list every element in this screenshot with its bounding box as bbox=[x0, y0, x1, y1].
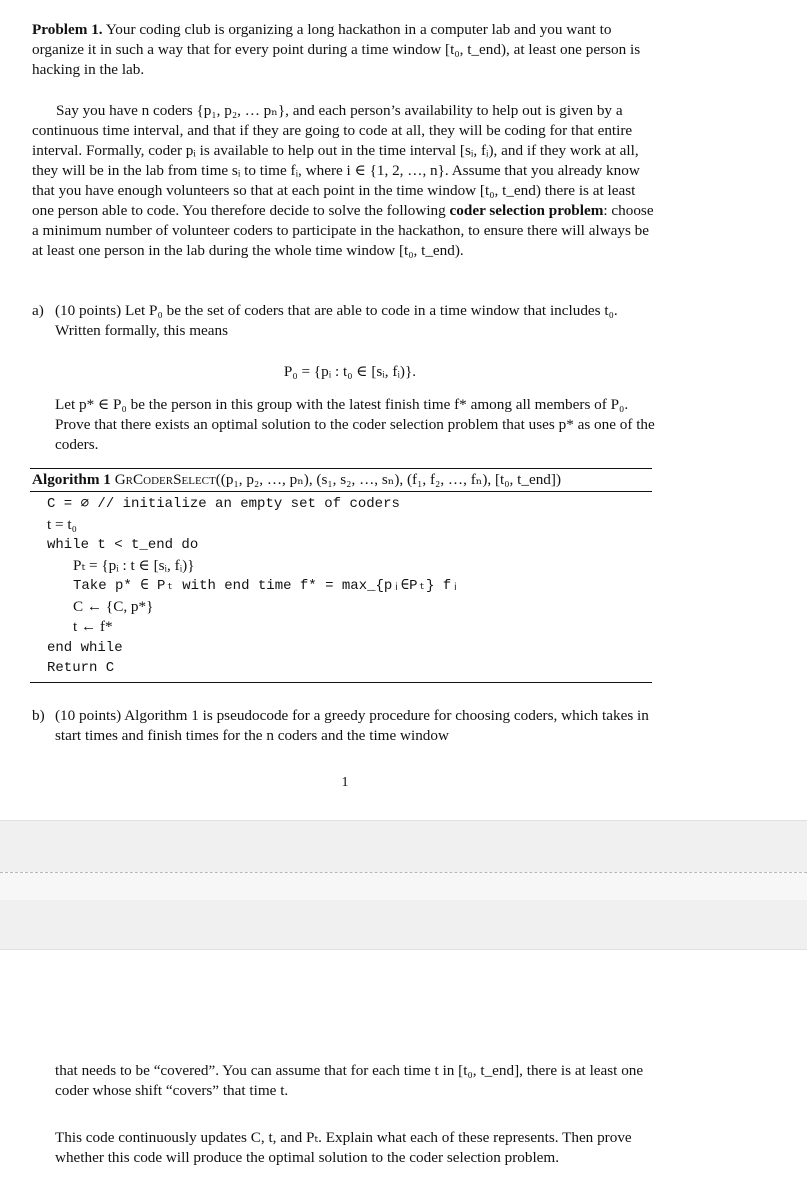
alg-line-1: C = ∅ // initialize an empty set of coders bbox=[47, 496, 400, 512]
part-b-continued-text: that needs to be “covered”. You can assume that for each time t in [t₀, t_end], there is at least one coder whose shift “covers” that time t. bbox=[55, 1062, 644, 1099]
alg-line-2: t = t₀ bbox=[47, 515, 77, 533]
part-a-label: a) bbox=[32, 302, 44, 319]
part-b-continued bbox=[55, 1061, 657, 1101]
alg-line-7: t ← f* bbox=[73, 618, 113, 635]
alg-line-4: Pₜ = {pᵢ : t ∈ [sᵢ, fᵢ)} bbox=[73, 556, 195, 574]
part-a-text: (10 points) Let P₀ be the set of coders that are able to code in a time window that includes t₀. Written formally, this means bbox=[55, 302, 618, 339]
page-gap-top bbox=[0, 820, 807, 872]
part-a bbox=[32, 301, 657, 341]
alg-line-6: C ← {C, p*} bbox=[73, 597, 154, 615]
algorithm-header bbox=[30, 468, 652, 492]
problem-heading: Problem 1. bbox=[32, 21, 103, 38]
part-b-text: (10 points) Algorithm 1 is pseudocode for a greedy procedure for choosing coders, which takes in start times and finish times for the n coders and the time window bbox=[55, 707, 649, 744]
algorithm-1 bbox=[30, 468, 652, 683]
algorithm-args: ((p₁, p₂, …, pₙ), (s₁, s₂, …, sₙ), (f₁, f₂, …, fₙ), [t₀, t_end]) bbox=[215, 471, 562, 488]
algorithm-body bbox=[30, 492, 652, 683]
para2-start: Say you have n coders {p₁, p₂, … pₙ}, and each person’s availability to help out is given by a continuous time interval, and that if they are going to code at all, they will be coding for that entire interval. Formally, coder pᵢ is available to help out in the time interval [sᵢ, fᵢ), and if they work at all, they will be in the lab from time sᵢ to time fᵢ, where i ∈ {1, 2, …, n}. Assume that you already know that you have enough volunteers so that at each point in the time window [t₀, t_end) there is at least one person able to code. You therefore decide to solve the following bbox=[32, 102, 640, 219]
alg-line-8: end while bbox=[47, 639, 123, 656]
part-b-label: b) bbox=[32, 707, 45, 724]
page-gap-bottom bbox=[0, 900, 807, 950]
page-number: 1 bbox=[341, 775, 349, 790]
problem-intro bbox=[32, 20, 657, 80]
part-b bbox=[32, 706, 657, 746]
algorithm-name: GrCoderSelect bbox=[114, 471, 216, 488]
part-a-continued bbox=[32, 395, 657, 455]
alg-line-9: Return C bbox=[47, 660, 115, 676]
part-b-question bbox=[55, 1128, 657, 1168]
part-b-question-text: This code continuously updates C, t, and Pₜ. Explain what each of these represents. Then prove whether this code will produce the optimal solution to the coder selection problem. bbox=[55, 1129, 632, 1166]
problem-paragraph bbox=[32, 101, 657, 261]
p0-equation: P₀ = {pᵢ : t₀ ∈ [sᵢ, fᵢ)}. bbox=[283, 363, 417, 380]
page-gap-middle bbox=[0, 873, 807, 900]
page-2 bbox=[0, 951, 807, 1203]
coder-selection-term: coder selection problem bbox=[449, 202, 604, 219]
algorithm-title: Algorithm 1 bbox=[32, 471, 111, 488]
alg-line-5: Take p* ∈ Pₜ with end time f* = max_{pᵢ∈Pₜ} fᵢ bbox=[73, 578, 460, 594]
part-a-text2: Let p* ∈ P₀ be the person in this group with the latest finish time f* among all members of P₀. Prove that there exists an optimal solution to the coder selection problem that uses p* as one of the coders. bbox=[55, 396, 655, 453]
page-break-line bbox=[0, 872, 807, 873]
problem-intro-text: Your coding club is organizing a long hackathon in a computer lab and you want to organize it in such a way that for every point during a time window [t₀, t_end), at least one person is hacking in the lab. bbox=[32, 21, 641, 78]
para2-end: : choose a minimum number of volunteer coders to participate in the hackathon, to ensure there will always be at least one person in the lab during the whole time window [t₀, t_end). bbox=[32, 202, 654, 259]
alg-line-3: while t < t_end do bbox=[47, 537, 199, 553]
